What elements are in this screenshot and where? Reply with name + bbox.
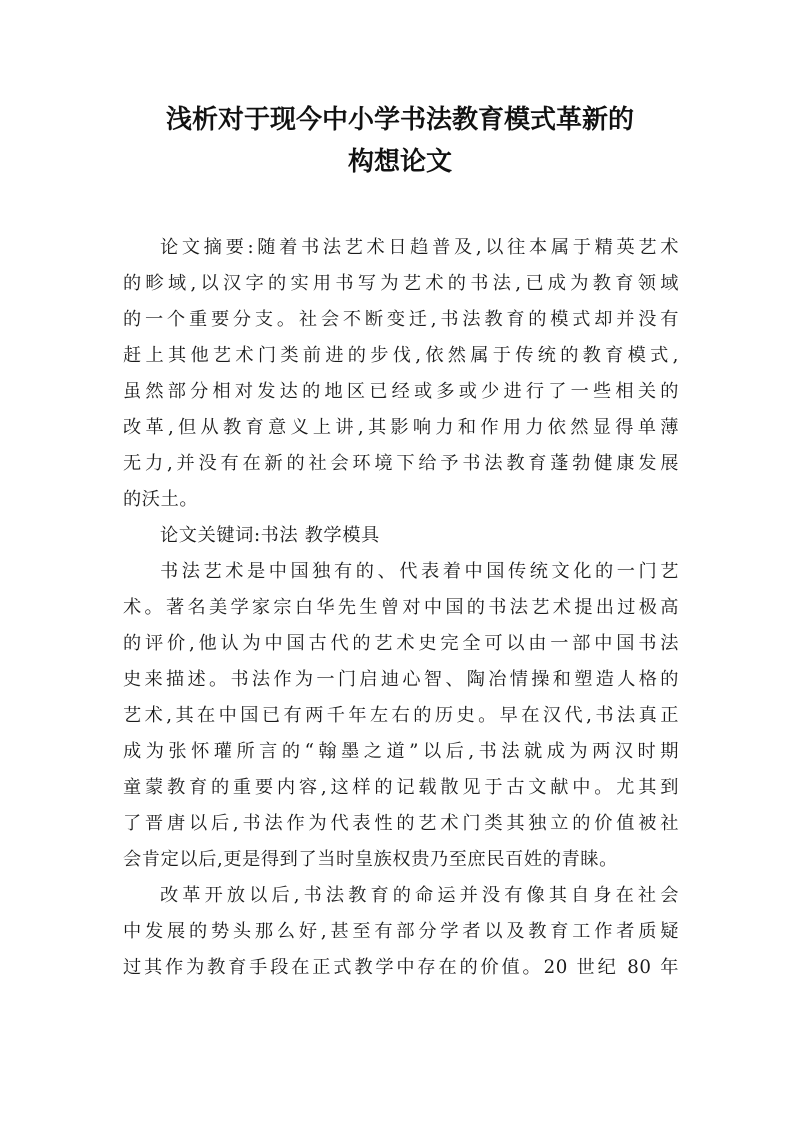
paragraph-line: 中发展的势头那么好,甚至有部分学者以及教育工作者质疑: [123, 921, 679, 942]
keywords-paragraph: [123, 518, 679, 554]
paragraph-line: 艺术,其在中国已有两千年左右的历史。早在汉代,书法真正: [123, 705, 679, 726]
abstract-line: 的畛域,以汉字的实用书写为艺术的书法,已成为教育领域: [123, 273, 679, 294]
paragraph-line: 童蒙教育的重要内容,这样的记载散见于古文献中。尤其到: [123, 777, 679, 798]
paragraph-line: 术。著名美学家宗白华先生曾对中国的书法艺术提出过极高: [123, 597, 679, 618]
abstract-line: 赶上其他艺术门类前进的步伐,依然属于传统的教育模式,: [123, 345, 679, 366]
paragraph-line: 书法艺术是中国独有的、代表着中国传统文化的一门艺: [160, 561, 679, 582]
abstract-line: 的一个重要分支。社会不断变迁,书法教育的模式却并没有: [123, 309, 679, 330]
abstract-line: 无力,并没有在新的社会环境下给予书法教育蓬勃健康发展: [123, 453, 679, 474]
document-body: [123, 230, 679, 986]
abstract-line: 虽然部分相对发达的地区已经或多或少进行了一些相关的: [123, 381, 679, 402]
paragraph-line: 了晋唐以后,书法作为代表性的艺术门类其独立的价值被社: [123, 813, 679, 834]
body-paragraph-1: [123, 554, 679, 878]
paragraph-line: 会肯定以后,更是得到了当时皇族权贵乃至庶民百姓的青睐。: [123, 849, 618, 870]
body-paragraph-2: [123, 878, 679, 986]
keywords-line: 论文关键词:书法 教学模具: [160, 525, 380, 546]
paragraph-line: 的评价,他认为中国古代的艺术史完全可以由一部中国书法: [123, 633, 679, 654]
abstract-paragraph: [123, 230, 679, 518]
paragraph-line: 成为张怀瓘所言的“翰墨之道”以后,书法就成为两汉时期: [123, 741, 679, 762]
paragraph-line: 改革开放以后,书法教育的命运并没有像其自身在社会: [160, 885, 679, 906]
abstract-line: 的沃土。: [123, 489, 199, 510]
paragraph-line: 史来描述。书法作为一门启迪心智、陶冶情操和塑造人格的: [123, 669, 679, 690]
paragraph-line: 过其作为教育手段在正式教学中存在的价值。20 世纪 80 年: [123, 957, 679, 978]
document-title-line-2: 构想论文: [347, 147, 452, 177]
document-title-line-1: 浅析对于现今中小学书法教育模式革新的: [165, 105, 634, 135]
abstract-line: 改革,但从教育意义上讲,其影响力和作用力依然显得单薄: [123, 417, 679, 438]
abstract-line: 论文摘要:随着书法艺术日趋普及,以往本属于精英艺术: [160, 237, 679, 258]
